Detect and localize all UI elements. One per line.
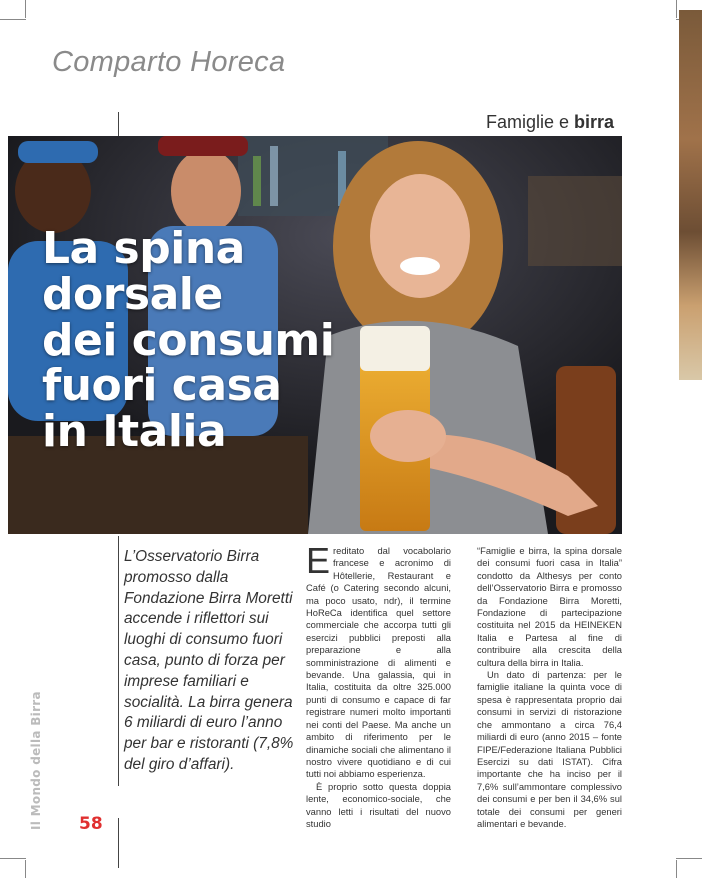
drop-cap: E — [306, 540, 331, 581]
paragraph — [306, 540, 451, 781]
headline — [42, 223, 335, 457]
body-column-2 — [477, 545, 622, 830]
paragraph-text: reditato dal vocabolario francese e acronimo di Hôtellerie, Restaurant e Café (o Catering secondo alcuni, ma poco usato, ndr), il termine HoReCa identifica quel settore commerciale che accorpa tutti gli esercizi pubblici preposti alla preparazione e alla somministrazione di alimenti e bevande. Una galassia, qui in Italia, costituita da oltre 325.000 punti di consumo e capace di far registrare numeri molto importanti nei conti del Paese. Ma anche un ambito di riferimento per le dinamiche sociali che alimentano il nostro vivere quotidiano e di cui tutti noi abbiamo esperienza. — [306, 546, 451, 780]
headline-line: dorsale — [42, 268, 223, 320]
paragraph: “Famiglie e birra, la spina dorsale dei consumi fuori casa in Italia” condotto da Althesys per conto dell’Osservatorio Birra e promosso da Fondazione Birra Moretti, Fondazione di partecipazione costituita nel 2015 da HEINEKEN Italia e Partesa al fine di contribuire alla crescita della cultura della birra in Italia. — [477, 546, 622, 668]
magazine-name: Il Mondo della Birra — [29, 691, 43, 830]
crop-mark — [25, 860, 26, 878]
crop-mark — [676, 858, 702, 859]
headline-line: fuori casa — [42, 360, 282, 412]
crop-mark — [25, 0, 26, 18]
crop-mark — [0, 19, 26, 20]
section-title: Comparto Horeca — [52, 46, 286, 78]
intro-divider — [118, 536, 119, 786]
headline-line: in Italia — [42, 406, 227, 457]
headline-line: La spina — [42, 223, 245, 274]
kicker-bold: birra — [574, 112, 615, 132]
paragraph: Un dato di partenza: per le famiglie italiane la quinta voce di spesa è rappresentata proprio dai consumi in servizi di ristorazione che ammontano a circa 76,4 miliardi di euro (anno 2015 – fonte FIPE/Federazione Italiana Pubblici Esercizi su dati ISTAT). Cifra importante che ha inciso per il 7,6% sull’ammontare complessivo dei consumi e per ben il 34,6% sul totale dei consumi per generi alimentari e bevande. — [477, 670, 622, 829]
paragraph: È proprio sotto questa doppia lente, economico-sociale, che vanno letti i risultati del nuovo studio — [306, 781, 451, 829]
headline-line: dei consumi — [42, 314, 335, 366]
kicker — [486, 112, 614, 133]
page-number: 58 — [79, 814, 103, 834]
header-divider — [118, 112, 119, 136]
crop-mark — [0, 858, 26, 859]
footer-divider — [118, 818, 119, 868]
intro-text: L’Osservatorio Birra promosso dalla Fondazione Birra Moretti accende i riflettori sui luoghi di consumo fuori casa, punto di forza per imprese familiari e socialità. La birra genera 6 miliardi di euro l’anno per bar e ristoranti (7,8% del giro d’affari). — [124, 548, 294, 773]
adjacent-page-photo — [679, 10, 702, 380]
crop-mark — [676, 0, 677, 18]
crop-mark — [676, 860, 677, 878]
kicker-prefix: Famiglie e — [486, 112, 570, 132]
hero-photo — [8, 136, 622, 534]
body-column-1 — [306, 540, 451, 830]
